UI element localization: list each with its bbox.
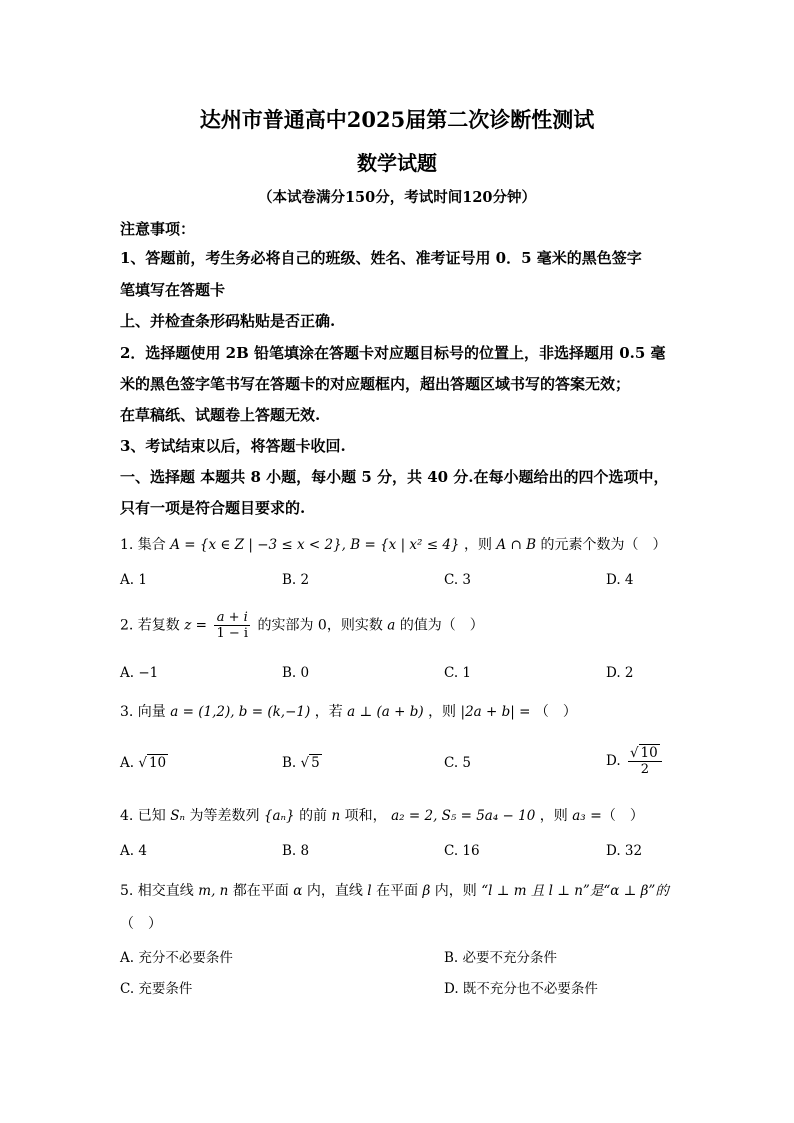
- q3-option-d-radicand: 10: [640, 745, 658, 761]
- q4-math: a₂ = 2, S₅ = 5a₄ − 10: [391, 808, 536, 824]
- q4-mid3: 项和，: [344, 808, 387, 824]
- q1-option-d: D. 4: [606, 572, 634, 588]
- notice-line: 2．选择题使用 2B 铅笔填涂在答题卡对应题目标号的位置上，非选择题用 0.5 毫: [120, 344, 666, 362]
- q3-mid: ，若: [314, 704, 343, 720]
- q1-mid: ，则: [463, 537, 492, 553]
- q5-beta: β: [422, 883, 431, 899]
- sqrt-symbol: √ 5: [300, 755, 320, 771]
- question-1: [120, 534, 666, 554]
- question-4: [120, 805, 644, 825]
- q2-suffix: 的实部为 0，则实数: [257, 617, 383, 634]
- notice-line: 上、并检查条形码粘贴是否正确.: [120, 312, 336, 330]
- q3-option-d-denominator: 2: [628, 761, 662, 777]
- q3-option-b: [282, 755, 322, 771]
- q2-suffix2: 的值为（ ）: [399, 617, 484, 634]
- q4-a3: a₃: [572, 808, 586, 824]
- q4-n: n: [331, 808, 341, 824]
- notice-heading: 注意事项：: [120, 220, 196, 238]
- q5-mn: m, n: [198, 883, 229, 899]
- sqrt-symbol: √ 10: [629, 745, 658, 761]
- subject-title: 数学试题: [357, 151, 437, 175]
- q3-option-d-numerator: [628, 745, 662, 761]
- q4-sn: Sₙ: [170, 808, 185, 824]
- sqrt-symbol: √ 10: [138, 755, 167, 771]
- q4-suffix: =（ ）: [590, 808, 644, 824]
- notice-line: 1、答题前，考生务必将自己的班级、姓名、准考证号用 0．5 毫米的黑色签字: [120, 249, 642, 267]
- q1-option-a: A. 1: [120, 572, 147, 588]
- question-5: [120, 879, 669, 900]
- q2-option-d: D. 2: [606, 665, 634, 681]
- q3-option-a-radicand: 10: [148, 755, 167, 771]
- q5-mid: 都在平面: [232, 883, 289, 899]
- q3-option-c: C. 5: [444, 755, 472, 771]
- q2-numerator: a + i: [216, 610, 248, 625]
- q3-math2: a ⊥ (a + b): [347, 704, 424, 720]
- q4-an: {aₙ}: [263, 808, 295, 824]
- q2-lhs: z =: [184, 617, 207, 634]
- q5-l: l: [367, 883, 372, 899]
- q2-prefix: 2. 若复数: [120, 617, 180, 634]
- q1-math2: A ∩ B: [496, 537, 536, 553]
- q3-math3: |2a + b| =: [460, 704, 531, 720]
- q2-denominator: 1 − i: [216, 626, 249, 641]
- q1-math: A = {x ∈ Z | −3 ≤ x < 2}, B = {x | x² ≤ 4}: [170, 537, 460, 553]
- q5-mid4: 内，则: [434, 883, 477, 899]
- q3-option-a-label: A.: [120, 755, 135, 771]
- q5-mid2: 内，直线: [306, 883, 363, 899]
- q3-option-d-fraction: [628, 745, 662, 777]
- q3-option-d-label: D.: [606, 753, 621, 769]
- q3-suffix: （ ）: [534, 704, 577, 720]
- q3-mid2: ，则: [428, 704, 457, 720]
- q4-prefix: 4. 已知: [120, 808, 166, 824]
- question-3: [120, 701, 577, 721]
- q5-blank: （ ）: [120, 916, 162, 932]
- q3-option-b-label: B.: [282, 755, 297, 771]
- q4-option-d: D. 32: [606, 843, 643, 859]
- q4-mid4: ，则: [539, 808, 568, 824]
- q3-option-a: [120, 755, 168, 771]
- q3-prefix: 3. 向量: [120, 704, 166, 720]
- q1-option-c: C. 3: [444, 572, 472, 588]
- q3-option-b-radicand: 5: [311, 755, 320, 771]
- q5-prefix: 5. 相交直线: [120, 883, 194, 899]
- question-2: [120, 610, 484, 641]
- q4-mid: 为等差数列: [189, 808, 260, 824]
- section-heading: 一、选择题 本题共 8 小题，每小题 5 分，共 40 分.在每小题给出的四个选项中，: [120, 468, 669, 486]
- q1-suffix: 的元素个数为（ ）: [540, 537, 667, 553]
- exam-title: 达州市普通高中2025届第二次诊断性测试: [199, 107, 595, 132]
- q5-alpha: α: [293, 883, 303, 899]
- q5-condition: “l ⊥ m 且 l ⊥ n”是“α ⊥ β”的: [481, 883, 669, 899]
- notice-line: 笔填写在答题卡: [120, 281, 226, 299]
- q5-option-b: B. 必要不充分条件: [444, 950, 558, 966]
- q2-var: a: [387, 617, 396, 634]
- notice-line: 米的黑色签字笔书写在答题卡的对应题框内，超出答题区域书写的答案无效；: [120, 375, 631, 393]
- q1-prefix: 1. 集合: [120, 537, 166, 553]
- q5-mid3: 在平面: [376, 883, 419, 899]
- q5-option-d: D. 既不充分也不必要条件: [444, 981, 598, 997]
- q2-option-c: C. 1: [444, 665, 472, 681]
- q2-fraction: [214, 610, 250, 641]
- q4-option-c: C. 16: [444, 843, 480, 859]
- q2-option-b: B. 0: [282, 665, 310, 681]
- q5-option-a: A. 充分不必要条件: [120, 950, 233, 966]
- section-heading: 只有一项是符合题目要求的.: [120, 499, 306, 517]
- q3-math: a = (1,2), b = (k,−1): [170, 704, 311, 720]
- q5-option-c: C. 充要条件: [120, 981, 193, 997]
- notice-line: 3、考试结束以后，将答题卡收回.: [120, 437, 346, 455]
- q3-option-d: [606, 745, 665, 777]
- q4-option-b: B. 8: [282, 843, 310, 859]
- q4-option-a: A. 4: [120, 843, 147, 859]
- q2-option-a: A. −1: [120, 665, 159, 681]
- exam-note: （本试卷满分150分，考试时间120分钟）: [257, 189, 537, 206]
- notice-line: 在草稿纸、试题卷上答题无效.: [120, 406, 321, 424]
- q1-option-b: B. 2: [282, 572, 310, 588]
- q4-mid2: 的前: [299, 808, 328, 824]
